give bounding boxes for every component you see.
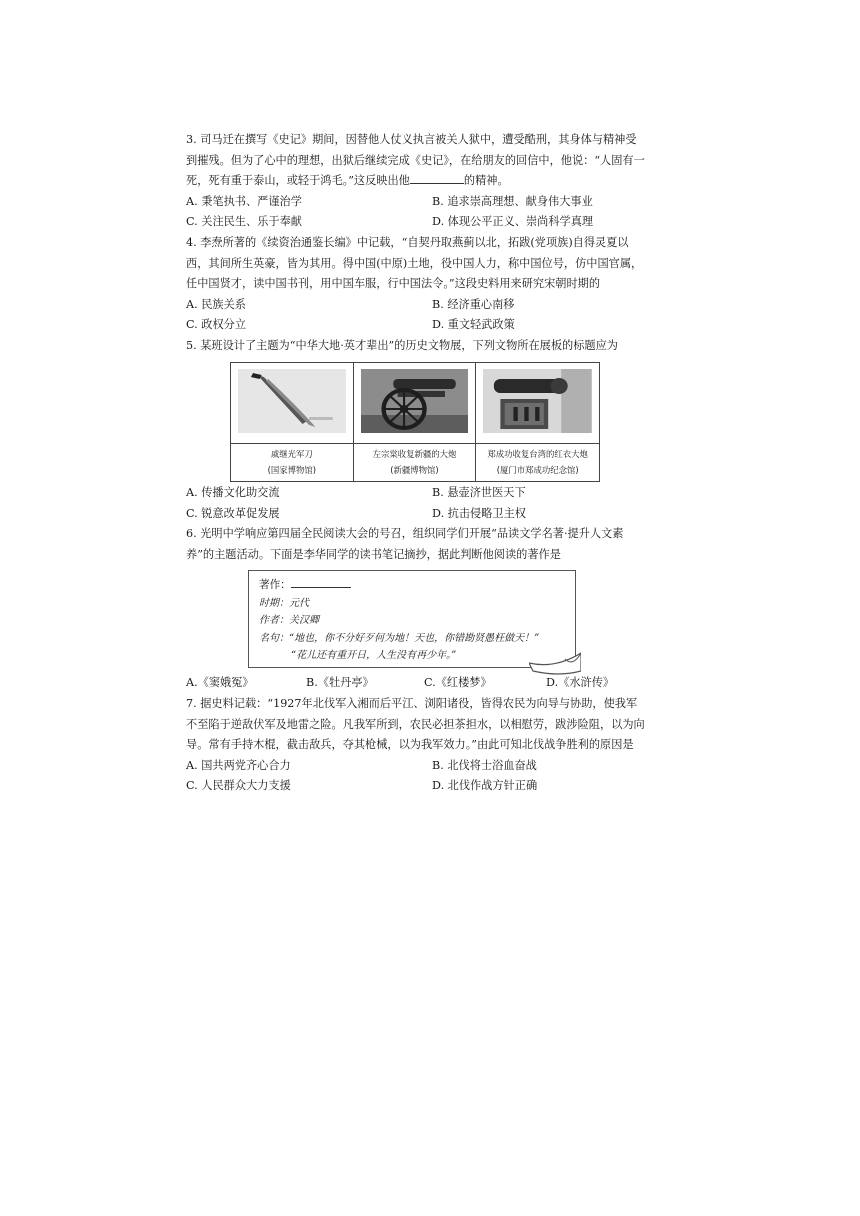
cannon-photo bbox=[361, 369, 469, 433]
work-blank bbox=[291, 575, 351, 588]
artifact-caption-2: 左宗棠收复新疆的大炮 (新疆博物馆) bbox=[354, 443, 476, 478]
question-6-options-block bbox=[186, 673, 646, 694]
option-d: D.《水浒传》 bbox=[546, 676, 615, 689]
option-d: D. 抗击侵略卫主权 bbox=[432, 506, 526, 520]
note-quote-1: 名句：“地也，你不分好歹何为地！天也，你错勘贤愚枉做天！” bbox=[259, 632, 540, 644]
option-b: B. 悬壶济世医天下 bbox=[432, 486, 526, 499]
question-4 bbox=[186, 233, 646, 336]
option-b: B. 追求崇高理想、献身伟大事业 bbox=[432, 194, 593, 208]
question-4-options bbox=[186, 295, 646, 336]
option-c: C. 锐意改革促发展 bbox=[186, 506, 280, 520]
option-c: C.《红楼梦》 bbox=[424, 676, 492, 689]
option-a: A. 民族关系 bbox=[186, 297, 246, 311]
question-5-options bbox=[186, 483, 646, 524]
question-7-stem: 7. 据史料记载：“1927年北伐军入湘而后平江、浏阳诸役，皆得农民为向导与协助，使我军不至陷于逆敌伏军及地雷之险。凡我军所到，农民必担茶担水，以相慰劳，跋涉险阻，以为向导。常有手持木棍，截击敌兵，夺其枪械，以为我军效力。”由此可知北伐战争胜利的原因是 bbox=[186, 697, 645, 751]
note-quote-2: “花儿还有重开日，人生没有再少年。” bbox=[291, 650, 457, 661]
answer-blank bbox=[410, 171, 464, 184]
question-3-stem: 3. 司马迁在撰写《史记》期间，因替他人仗义执言被关人狱中，遭受酷刑，其身体与精神受到摧残。但为了心中的理想，出狱后继续完成《史记》，在给朋友的回信中，他说：“人固有一死，死有重于泰山，或轻于鸿毛。”这反映出他 的精神。 bbox=[186, 133, 645, 187]
question-3-options bbox=[186, 192, 646, 233]
question-7-options bbox=[186, 756, 646, 797]
artifact-caption-1: 戚继光军刀 (国家博物馆) bbox=[231, 443, 353, 478]
artifact-caption-3: 郑成功收复台湾的红衣大炮 (厦门市郑成功纪念馆) bbox=[476, 443, 599, 478]
option-a: A. 国共两党齐心合力 bbox=[186, 758, 291, 772]
saber-photo bbox=[238, 369, 346, 433]
reading-note-card bbox=[248, 570, 576, 668]
note-author: 作者：关汉卿 bbox=[259, 615, 319, 626]
question-3 bbox=[186, 130, 646, 233]
option-c: C. 政权分立 bbox=[186, 318, 247, 331]
option-c: C. 关注民生、乐于奉献 bbox=[186, 215, 302, 228]
question-7 bbox=[186, 694, 646, 797]
artifact-cell-1 bbox=[231, 363, 354, 481]
option-a: A. 秉笔执书、严谨治学 bbox=[186, 194, 302, 208]
artifact-cell-2 bbox=[354, 363, 477, 481]
option-a: A.《窦娥冤》 bbox=[186, 676, 254, 689]
artifact-table bbox=[230, 362, 600, 482]
option-b: B. 北伐将士浴血奋战 bbox=[432, 758, 537, 772]
option-d: D. 体现公平正义、崇尚科学真理 bbox=[432, 215, 594, 228]
question-5 bbox=[186, 336, 646, 357]
option-d: D. 北伐作战方针正确 bbox=[432, 779, 538, 792]
option-b: B. 经济重心南移 bbox=[432, 297, 515, 311]
note-work: 著作： bbox=[259, 575, 565, 595]
option-d: D. 重文轻武政策 bbox=[432, 318, 515, 331]
note-period: 时期：元代 bbox=[259, 597, 309, 609]
question-6 bbox=[186, 524, 646, 565]
red-cannon-photo bbox=[483, 369, 592, 433]
option-b: B.《牡丹亭》 bbox=[306, 676, 374, 689]
question-5-stem: 5. 某班设计了主题为“中华大地·英才辈出”的历史文物展，下列文物所在展板的标题应为 bbox=[186, 339, 618, 352]
option-c: C. 人民群众大力支援 bbox=[186, 779, 291, 792]
option-a: A. 传播文化助交流 bbox=[186, 486, 280, 499]
page-curl-icon bbox=[529, 649, 581, 675]
question-4-stem: 4. 李焘所著的《续资治通鉴长编》中记载，“自契丹取燕蓟以北，拓跋(党项族)自得灵夏以西，其间所生英豪，皆为其用。得中国(中原)土地，役中国人力，称中国位号，仿中国官属，任中国贤才，读中国书刊，用中国车服，行中国法令。”这段史料用来研究宋朝时期的 bbox=[186, 236, 643, 290]
question-6-stem: 6. 光明中学响应第四届全民阅读大会的号召，组织同学们开展“品读文学名著·提升人文素养”的主题活动。下面是李华同学的读书笔记摘抄，据此判断他阅读的著作是 bbox=[186, 527, 624, 561]
question-6-options bbox=[186, 673, 646, 694]
artifact-cell-3 bbox=[476, 363, 599, 481]
question-5-options-block bbox=[186, 483, 646, 524]
